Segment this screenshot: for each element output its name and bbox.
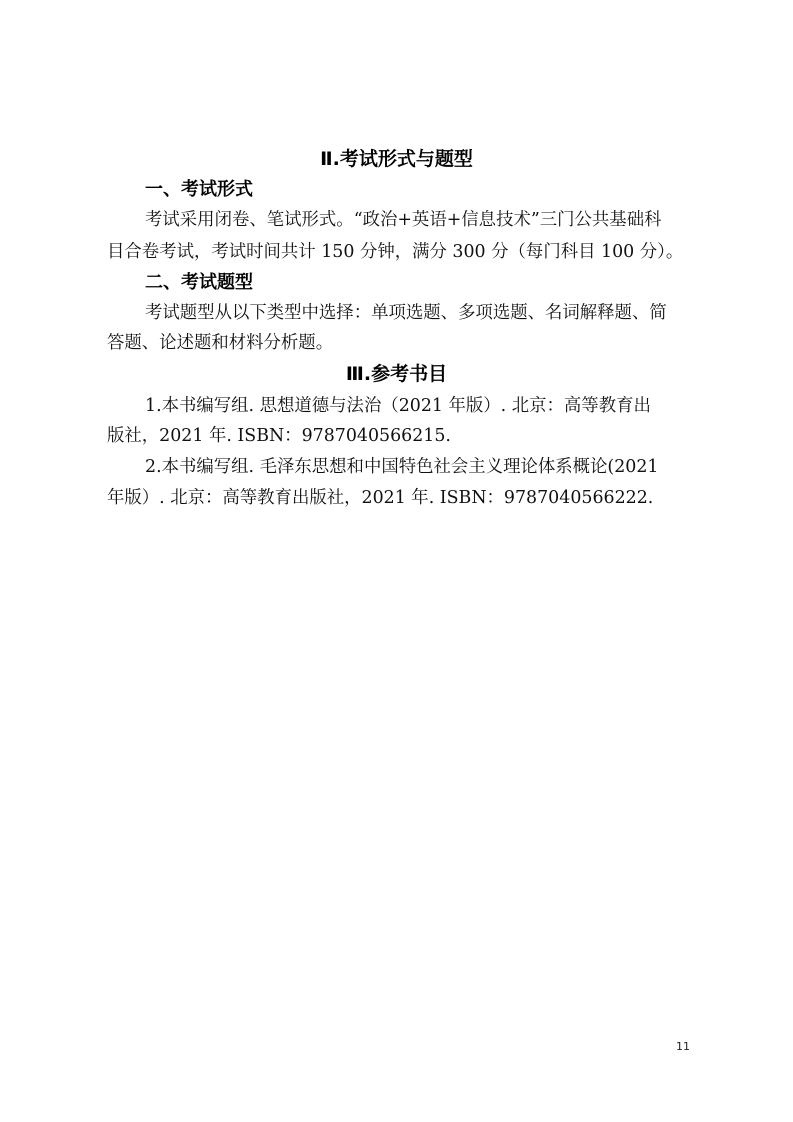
reference-line: 版社，2021 年. ISBN：9787040566215. [107,426,451,446]
section-title-references: Ⅲ.参考书目 [345,363,448,385]
paragraph-line: 考试题型从以下类型中选择：单项选题、多项选题、名词解释题、简 [145,303,667,323]
paragraph-line: 目合卷考试，考试时间共计 150 分钟，满分 300 分（每门科目 100 分）。 [107,242,684,262]
subheading-exam-form: 一、考试形式 [145,179,253,200]
paragraph-line: 考试采用闭卷、笔试形式。“政治+英语+信息技术”三门公共基础科 [145,210,662,230]
page-number: 11 [676,1040,690,1053]
reference-line: 1.本书编写组. 思想道德与法治（2021 年版）. 北京：高等教育出 [145,396,651,416]
reference-line: 年版）. 北京：高等教育出版社，2021 年. ISBN：9787040566222. [107,488,654,508]
paragraph-line: 答题、论述题和材料分析题。 [107,333,334,353]
subheading-question-types: 二、考试题型 [145,272,253,293]
reference-line: 2.本书编写组. 毛泽东思想和中国特色社会主义理论体系概论(2021 [145,457,659,477]
section-title-exam-format: Ⅱ.考试形式与题型 [320,148,473,170]
